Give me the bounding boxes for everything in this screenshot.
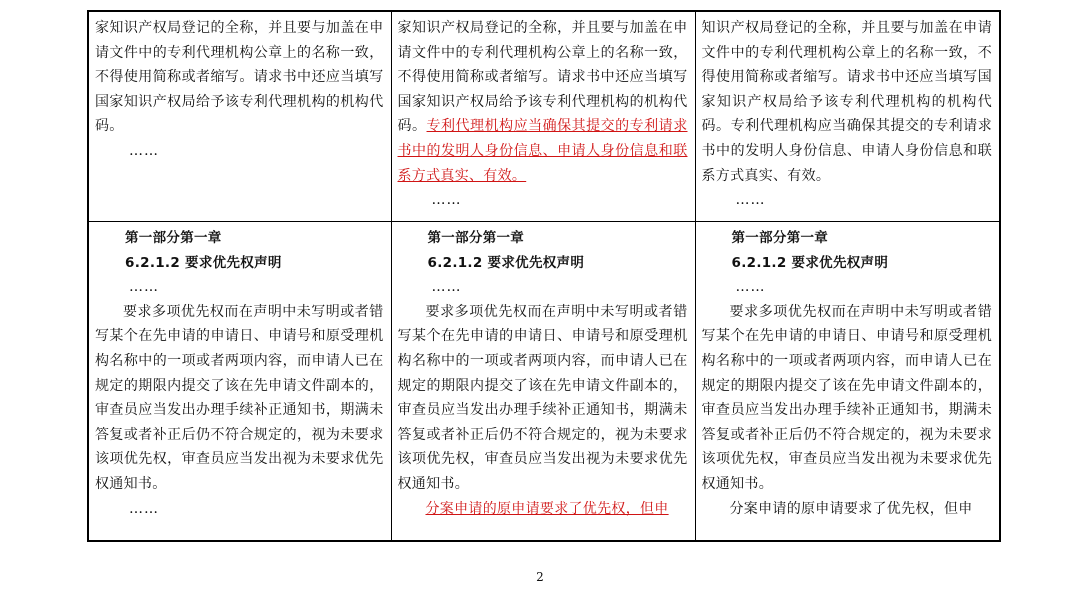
ellipsis: …… — [735, 192, 766, 209]
added-text — [398, 497, 688, 522]
table-row — [88, 222, 1000, 542]
agency-name-text: 知识产权局登记的全称，并且要与加盖在申请文件中的专利代理机构公章上的名称一致，不得使用简称或者缩写。请求书中还应当填写国家知识产权局给予该专利代理机构的机构代码。专利代理机构应当确保其提交的专利请求书中的发明人身份信息、申请人身份信息和联系方式真实、有效。 — [701, 20, 992, 184]
ellipsis: …… — [735, 279, 766, 296]
added-text: 专利代理机构应当确保其提交的专利请求书中的发明人身份信息、申请人身份信息和联系方式真实、有效。 — [397, 118, 688, 184]
priority-claim-text: 要求多项优先权而在声明中未写明或者错写某个在先申请的申请日、申请号和原受理机构名称中的一项或者两项内容，而申请人已在规定的期限内提交了该在先申请文件副本的，审查员应当发出办理手续补正通知书，期满未答复或者补正后仍不符合规定的，视为未要求该项优先权，审查员应当发出视为未要求优先权通知书。 — [701, 303, 992, 492]
priority-claim-text: 要求多项优先权而在声明中未写明或者错写某个在先申请的申请日、申请号和原受理机构名称中的一项或者两项内容，而申请人已在规定的期限内提交了该在先申请文件副本的，审查员应当发出办理手续补正通知书，期满未答复或者补正后仍不符合规定的，视为未要求该项优先权，审查员应当发出视为未要求优先权通知书。 — [95, 303, 384, 492]
unchanged-text: 家知识产权局登记的全称，并且要与加盖在申请文件中的专利代理机构公章上的名称一致，不得使用简称或者缩写。请求书中还应当填写国家知识产权局给予该专利代理机构的机构代码。 — [397, 20, 688, 135]
cell-revised-agency — [695, 11, 1000, 222]
added-text-span: 分案申请的原申请要求了优先权，但申 — [425, 500, 669, 517]
priority-claim-text: 要求多项优先权而在声明中未写明或者错写某个在先申请的申请日、申请号和原受理机构名称中的一项或者两项内容，而申请人已在规定的期限内提交了该在先申请文件副本的，审查员应当发出办理手续补正通知书，期满未答复或者补正后仍不符合规定的，视为未要求该项优先权，审查员应当发出视为未要求优先权通知书。 — [397, 303, 688, 492]
agency-name-text: 家知识产权局登记的全称，并且要与加盖在申请文件中的专利代理机构公章上的名称一致，不得使用简称或者缩写。请求书中还应当填写国家知识产权局给予该专利代理机构的机构代码。 — [95, 20, 384, 135]
page-number: 2 — [536, 570, 544, 584]
agency-name-text — [398, 16, 688, 188]
cell-draft-priority — [391, 222, 695, 542]
ellipsis: …… — [129, 279, 159, 296]
ellipsis: …… — [129, 142, 159, 159]
comparison-table — [87, 10, 1001, 542]
cell-original-agency — [88, 11, 391, 222]
section-heading: 第一部分第一章 — [427, 230, 525, 246]
subsection-heading: 6.2.1.2 要求优先权声明 — [427, 254, 585, 271]
subsection-heading: 6.2.1.2 要求优先权声明 — [731, 254, 889, 271]
table-row — [88, 11, 1000, 222]
ellipsis: …… — [431, 192, 462, 209]
section-heading: 第一部分第一章 — [125, 230, 222, 246]
ellipsis: …… — [431, 279, 462, 296]
section-heading: 第一部分第一章 — [731, 230, 829, 246]
cell-original-priority — [88, 222, 391, 542]
cell-revised-priority — [695, 222, 1000, 542]
divisional-text: 分案申请的原申请要求了优先权，但申 — [729, 500, 973, 517]
cell-draft-agency — [391, 11, 695, 222]
subsection-heading: 6.2.1.2 要求优先权声明 — [125, 254, 282, 271]
ellipsis: …… — [129, 500, 159, 517]
